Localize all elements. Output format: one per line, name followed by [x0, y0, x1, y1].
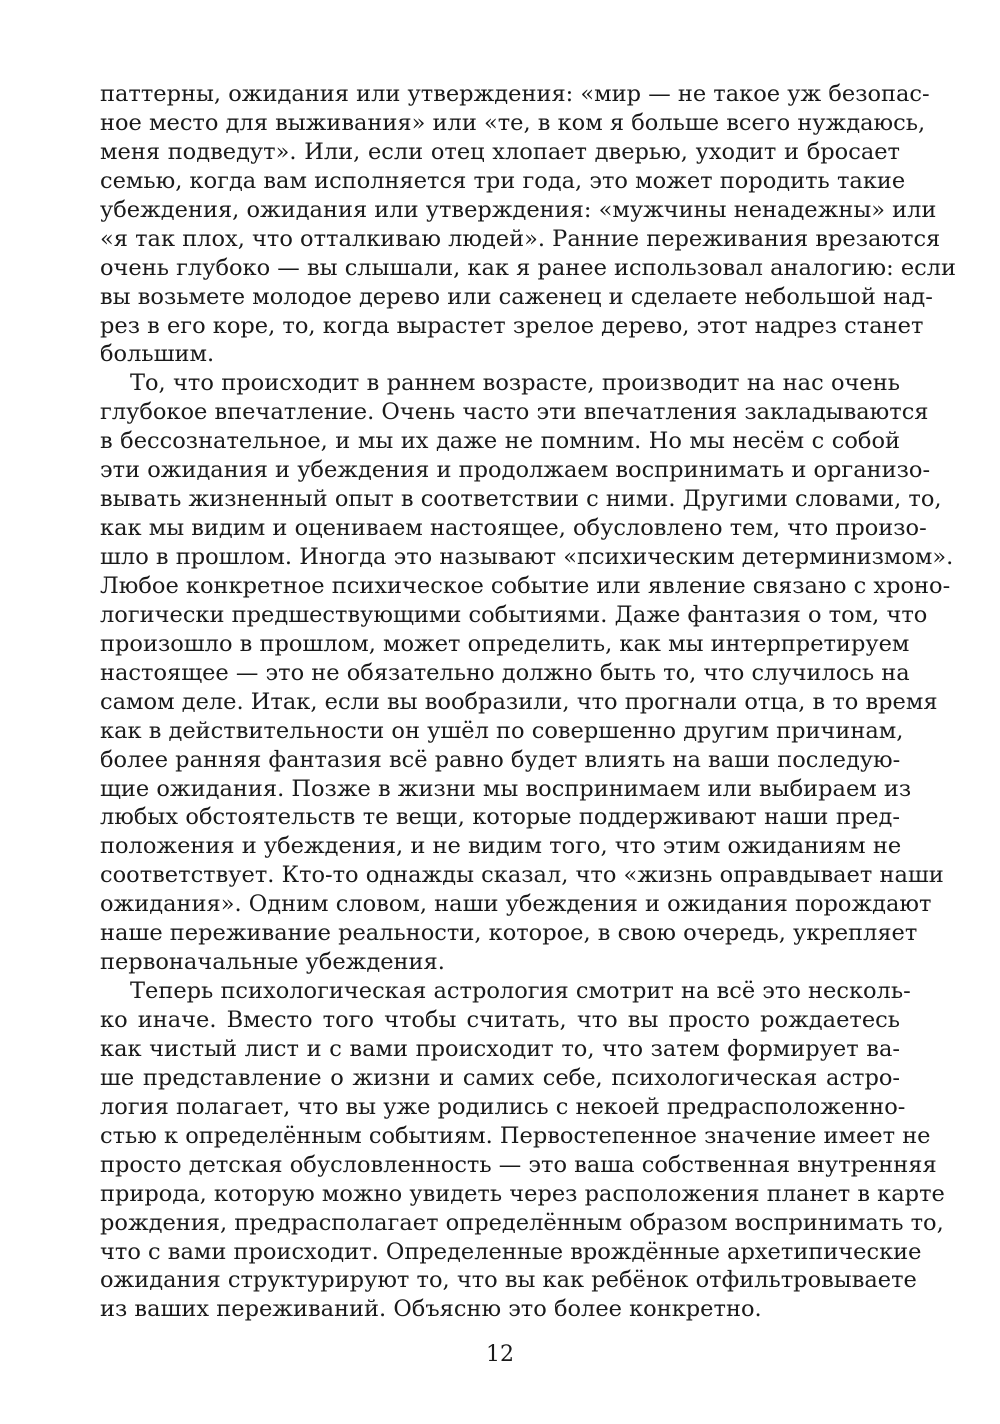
text-line: более ранняя фантазия всё равно будет влиять на ваши последую-	[100, 746, 901, 773]
text-line: в бессознательное, и мы их даже не помним. Но мы несём с собой	[100, 428, 900, 455]
text-line: как чистый лист и с вами происходит то, что затем формирует ва-	[100, 1035, 900, 1062]
text-line: стью к определённым событиям. Первостепенное значение имеет не	[100, 1122, 931, 1149]
text-line: семью, когда вам исполняется три года, это может породить такие	[100, 167, 906, 194]
text-line: что с вами происходит. Определенные врождённые архетипические	[100, 1238, 922, 1265]
text-line: шло в прошлом. Иногда это называют «психическим детерминизмом».	[100, 544, 954, 570]
page-body	[100, 80, 957, 1324]
text-line: положения и убеждения, и не видим того, что этим ожиданиям не	[100, 833, 902, 860]
text-line: глубокое впечатление. Очень часто эти впечатления закладываются	[100, 399, 929, 426]
text-line: произошло в прошлом, может определить, как мы интерпретируем	[100, 630, 910, 657]
text-line: ожидания». Одним словом, наши убеждения и ожидания порождают	[100, 891, 932, 918]
text-line: природа, которую можно увидеть через расположения планет в карте	[100, 1180, 945, 1207]
text-line: меня подведут». Или, если отец хлопает дверью, уходит и бросает	[100, 138, 900, 165]
text-line: как в действительности он ушёл по совершенно другим причинам,	[100, 717, 904, 744]
text-line: рез в его коре, то, когда вырастет зрелое дерево, этот надрез станет	[100, 312, 924, 339]
text-line: из ваших переживаний. Объясню это более конкретно.	[100, 1296, 762, 1323]
text-line: большим.	[100, 341, 215, 368]
text-line: первоначальные убеждения.	[100, 949, 445, 976]
text-line: наше переживание реальности, которое, в свою очередь, укрепляет	[100, 920, 918, 947]
text-line: вы возьмете молодое дерево или саженец и сделаете небольшой над-	[100, 283, 933, 310]
text-line: паттерны, ожидания или утверждения: «мир — не такое уж безопас-	[100, 81, 930, 107]
text-line: эти ожидания и убеждения и продолжаем воспринимать и организо-	[100, 457, 931, 484]
text-line: ко иначе. Вместо того чтобы считать, что вы просто рождаетесь	[100, 1007, 900, 1033]
text-line: рождения, предрасполагает определённым образом воспринимать то,	[100, 1209, 944, 1236]
text-line: логически предшествующими событиями. Даже фантазия о том, что	[100, 601, 928, 628]
text-line: очень глубоко — вы слышали, как я ранее использовал аналогию: если	[100, 254, 957, 281]
text-line: вывать жизненный опыт в соответствии с ними. Другими словами, то,	[100, 486, 942, 513]
text-line: соответствует. Кто-то однажды сказал, что «жизнь оправдывает наши	[100, 862, 944, 889]
text-line: как мы видим и оцениваем настоящее, обусловлено тем, что произо-	[100, 515, 927, 542]
text-line: настоящее — это не обязательно должно быть то, что случилось на	[100, 659, 910, 686]
text-line: любых обстоятельств те вещи, которые поддерживают наши пред-	[100, 804, 900, 831]
text-line: убеждения, ожидания или утверждения: «мужчины ненадежны» или	[100, 196, 937, 223]
text-line: логия полагает, что вы уже родились с некоей предрасположенно-	[100, 1093, 906, 1120]
text-line: щие ожидания. Позже в жизни мы воспринимаем или выбираем из	[100, 775, 912, 802]
paragraph-3	[100, 977, 945, 1324]
text-line: ше представление о жизни и самих себе, психологическая астро-	[100, 1064, 900, 1091]
text-line: ное место для выживания» или «те, в ком я больше всего нуждаюсь,	[100, 109, 926, 136]
text-line: «я так плох, что отталкиваю людей». Ранние переживания врезаются	[100, 225, 941, 252]
text-line: ожидания структурируют то, что вы как ребёнок отфильтровываете	[100, 1267, 917, 1294]
paragraph-2	[100, 369, 954, 977]
text-line: Любое конкретное психическое событие или явление связано с хроно-	[100, 572, 951, 599]
text-line: просто детская обусловленность — это ваша собственная внутренняя	[100, 1151, 937, 1178]
text-line: самом деле. Итак, если вы вообразили, что прогнали отца, в то время	[100, 688, 938, 715]
paragraph-1	[100, 80, 957, 369]
page-number: 12	[486, 1342, 514, 1367]
text-line: То, что происходит в раннем возрасте, производит на нас очень	[130, 370, 900, 397]
text-line: Теперь психологическая астрология смотрит на всё это несколь-	[130, 978, 911, 1005]
